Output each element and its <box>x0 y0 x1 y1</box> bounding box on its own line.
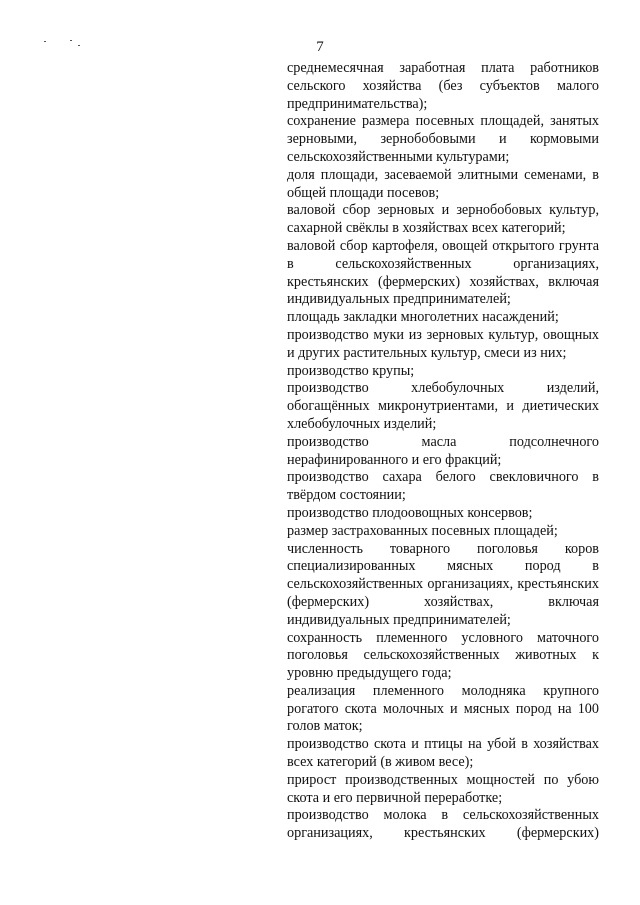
list-item: производство муки из зерновых культур, овощных и других растительных культур, смеси из них; <box>287 326 599 361</box>
list-item: производство крупы; <box>287 362 415 379</box>
list-item: валовой сбор зерновых и зернобобовых культур, сахарной свёклы в хозяйствах всех категорий; <box>287 202 599 237</box>
list-item: размер застрахованных посевных площадей; <box>287 522 558 539</box>
indicator-list <box>287 60 599 843</box>
list-item: численность товарного поголовья коров специализированных мясных пород в сельскохозяйственных организациях, крестьянских (фермерских) хозяйствах, включая индивидуальных предпринимателей; <box>287 540 599 628</box>
list-item: сохранность племенного условного маточного поголовья сельскохозяйственных животных к уровню предыдущего года; <box>287 629 599 682</box>
list-item: производство масла подсолнечного нерафинированного и его фракций; <box>287 433 599 468</box>
list-item: реализация племенного молодняка крупного рогатого скота молочных и мясных пород на 100 голов маток; <box>287 682 599 735</box>
list-item: прирост производственных мощностей по убою скота и его первичной переработке; <box>287 771 599 806</box>
list-item: валовой сбор картофеля, овощей открытого грунта в сельскохозяйственных организациях, крестьянских (фермерских) хозяйствах, включая индивидуальных предпринимателей; <box>287 237 599 308</box>
list-item: среднемесячная заработная плата работников сельского хозяйства (без субъектов малого предпринимательства); <box>287 60 599 112</box>
list-item: производство плодоовощных консервов; <box>287 504 533 521</box>
list-item: производство хлебобулочных изделий, обогащённых микронутриентами, и диетических хлебобулочных изделий; <box>287 380 599 432</box>
list-item: сохранение размера посевных площадей, занятых зерновыми, зернобобовыми и кормовыми сельскохозяйственными культурами; <box>287 113 599 165</box>
list-item: производство молока в сельскохозяйственных организациях, крестьянских (фермерских) <box>287 807 599 842</box>
page-number: 7 <box>316 39 324 55</box>
list-item: площадь закладки многолетних насаждений; <box>287 309 559 326</box>
list-item: производство скота и птицы на убой в хозяйствах всех категорий (в живом весе); <box>287 736 599 771</box>
list-item: производство сахара белого свекловичного в твёрдом состоянии; <box>287 469 599 504</box>
list-item: доля площади, засеваемой элитными семенами, в общей площади посевов; <box>287 166 599 201</box>
